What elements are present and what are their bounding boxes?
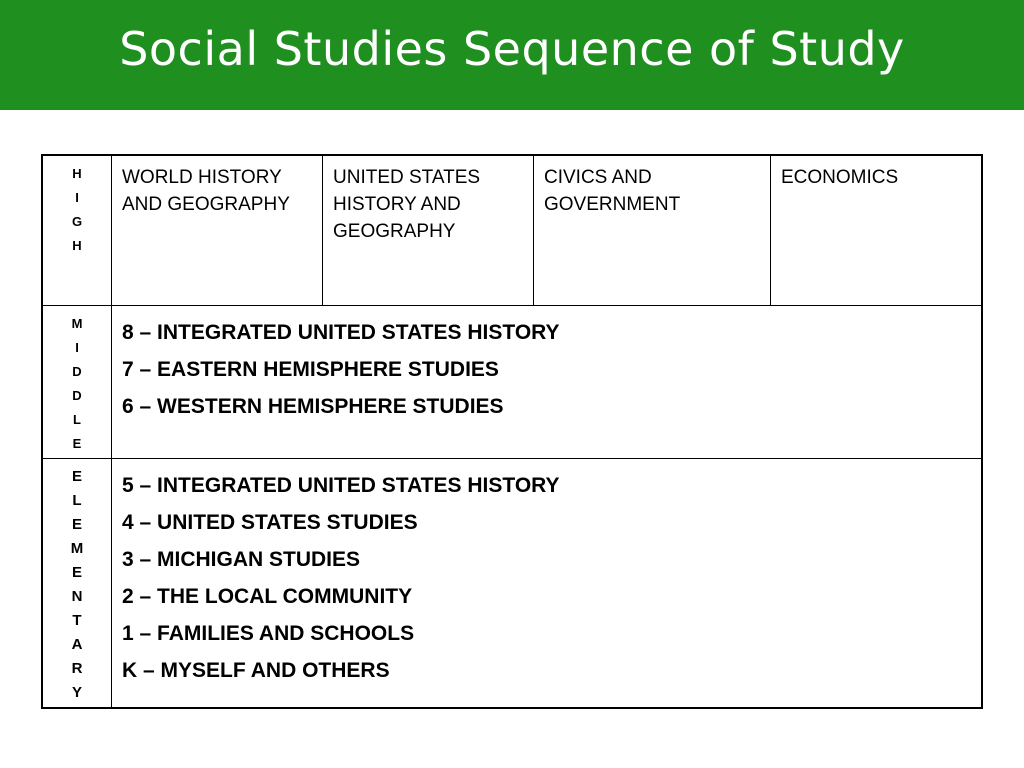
stage-letter: D [72, 364, 82, 379]
page-title: Social Studies Sequence of Study [119, 22, 905, 76]
high-school-row [42, 155, 982, 306]
elementary-grades-cell [112, 459, 983, 709]
stage-letter: G [71, 214, 83, 229]
stage-letter: L [72, 492, 82, 509]
stage-letter: H [72, 238, 82, 253]
grade-item: K – MYSELF AND OTHERS [122, 659, 390, 682]
stage-letter: N [71, 588, 83, 605]
grade-item: 2 – THE LOCAL COMMUNITY [122, 585, 413, 608]
course-world-history: WORLD HISTORY AND GEOGRAPHY [112, 155, 323, 306]
stage-letter: T [72, 612, 82, 629]
grade-item: 4 – UNITED STATES STUDIES [122, 511, 418, 534]
stage-letter: I [75, 340, 79, 355]
middle-school-row [42, 306, 982, 459]
stage-letter: H [72, 166, 82, 181]
stage-letter: M [71, 316, 83, 331]
grade-item: 1 – FAMILIES AND SCHOOLS [122, 622, 415, 645]
stage-letter: E [71, 516, 82, 533]
grade-item: 5 – INTEGRATED UNITED STATES HISTORY [122, 474, 560, 497]
stage-label-elementary [42, 459, 112, 709]
grade-item: 3 – MICHIGAN STUDIES [122, 548, 361, 571]
stage-letter: M [70, 540, 84, 557]
stage-letter: E [72, 436, 82, 451]
stage-letter: L [73, 412, 81, 427]
stage-letter: E [71, 564, 82, 581]
grade-item: 8 – INTEGRATED UNITED STATES HISTORY [122, 321, 560, 344]
sequence-table [41, 154, 983, 709]
stage-letter: Y [71, 684, 82, 701]
grade-item: 6 – WESTERN HEMISPHERE STUDIES [122, 395, 504, 418]
elementary-row [42, 459, 982, 709]
stage-letter: E [71, 468, 82, 485]
stage-letter: I [75, 190, 79, 205]
middle-grades-cell [112, 306, 983, 459]
course-economics: ECONOMICS [771, 155, 983, 306]
course-us-history: UNITED STATES HISTORY AND GEOGRAPHY [323, 155, 534, 306]
grade-item: 7 – EASTERN HEMISPHERE STUDIES [122, 358, 499, 381]
stage-letter: A [71, 636, 83, 653]
stage-letter: D [72, 388, 82, 403]
title-bar [0, 0, 1024, 110]
stage-label-high [42, 155, 112, 306]
course-civics: CIVICS AND GOVERNMENT [534, 155, 771, 306]
stage-letter: R [71, 660, 83, 677]
stage-label-middle [42, 306, 112, 459]
